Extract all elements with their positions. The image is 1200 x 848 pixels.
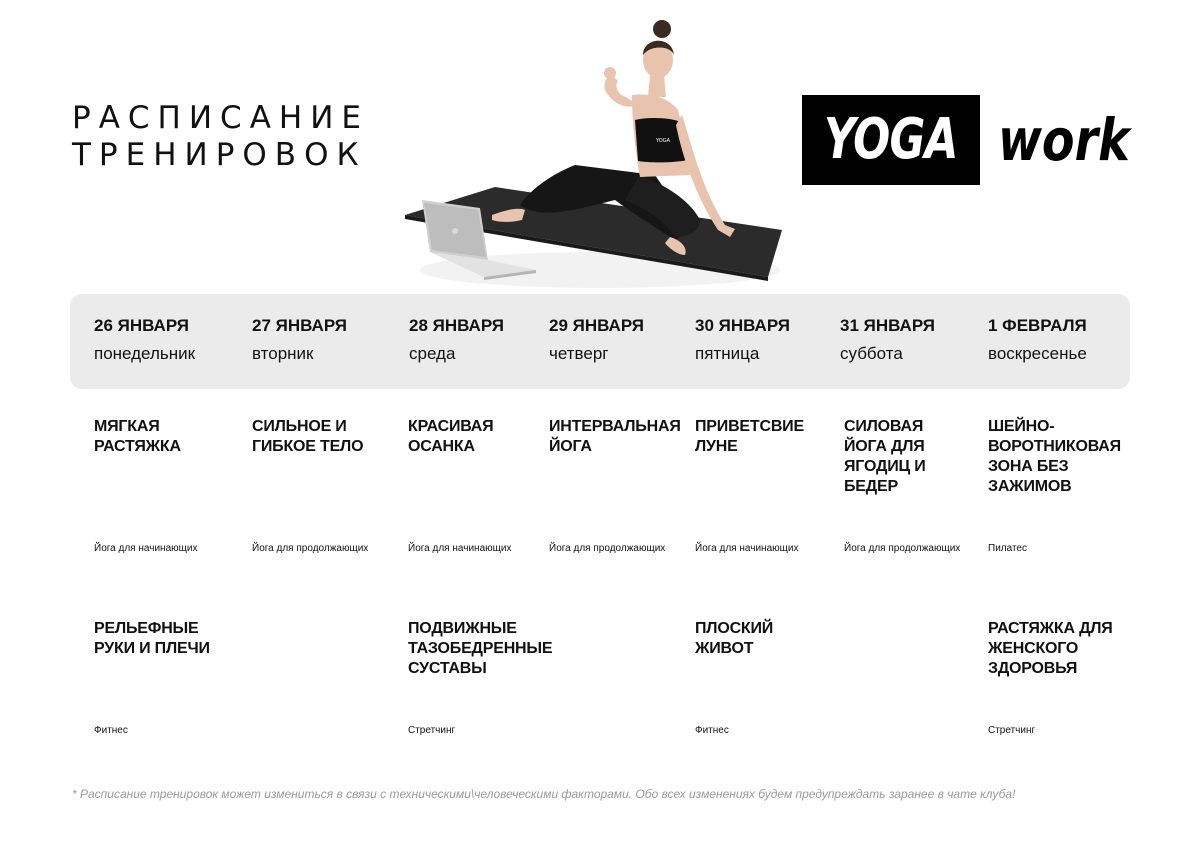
class-title: СИЛОВАЯ ЙОГА ДЛЯ ЯГОДИЦ И БЕДЕР — [844, 418, 926, 495]
class-type: Стретчинг — [988, 725, 1036, 736]
title-line-2: ТРЕНИРОВОК — [72, 137, 367, 173]
day-date: 1 ФЕВРАЛЯ — [988, 316, 1087, 335]
day-weekday: пятница — [695, 344, 760, 363]
day-header — [695, 316, 790, 364]
class-title: ШЕЙНО-ВОРОТНИКОВАЯ ЗОНА БЕЗ ЗАЖИМОВ — [988, 418, 1121, 495]
day-weekday: вторник — [252, 344, 314, 363]
day-date: 27 ЯНВАРЯ — [252, 316, 347, 335]
page-title — [72, 100, 369, 174]
class-type: Фитнес — [695, 725, 729, 736]
day-header — [94, 316, 195, 364]
class-type: Йога для продолжающих — [844, 543, 961, 554]
day-date: 31 ЯНВАРЯ — [840, 316, 935, 335]
day-weekday: понедельник — [94, 344, 196, 363]
day-date: 29 ЯНВАРЯ — [549, 316, 644, 335]
class-type: Йога для начинающих — [408, 543, 512, 554]
class-title: ИНТЕРВАЛЬНАЯ ЙОГА — [549, 418, 681, 455]
days-header-bar — [70, 294, 1130, 389]
schedule-footnote: * Расписание тренировок может измениться в связи с техническими\человеческими факторами. Обо всех изменениях будем предупреждать заранее в чате клуба! — [72, 787, 1016, 801]
class-type: Йога для начинающих — [695, 543, 799, 554]
yoga-woman-illustration — [400, 15, 790, 295]
class-title: ПОДВИЖНЫЕ ТАЗОБЕДРЕННЫЕ СУСТАВЫ — [408, 620, 553, 677]
class-type: Йога для начинающих — [94, 543, 198, 554]
class-type: Фитнес — [94, 725, 128, 736]
class-type: Пилатес — [988, 543, 1027, 554]
logo-word-text: work — [998, 106, 1130, 174]
day-weekday: четверг — [549, 344, 609, 363]
hero-top-print: YOGA — [655, 138, 671, 144]
day-date: 30 ЯНВАРЯ — [695, 316, 790, 335]
logo-box — [802, 95, 980, 185]
day-date: 28 ЯНВАРЯ — [409, 316, 504, 335]
day-header — [988, 316, 1087, 364]
class-title: КРАСИВАЯ ОСАНКА — [408, 418, 494, 455]
day-header — [409, 316, 504, 364]
class-type: Йога для продолжающих — [549, 543, 666, 554]
day-header — [840, 316, 935, 364]
class-title: РЕЛЬЕФНЫЕ РУКИ И ПЛЕЧИ — [94, 620, 210, 657]
day-weekday: суббота — [840, 344, 903, 363]
class-type: Стретчинг — [408, 725, 456, 736]
day-date: 26 ЯНВАРЯ — [94, 316, 189, 335]
title-line-1: РАСПИСАНИЕ — [72, 100, 369, 136]
class-title: ПРИВЕТСВИЕ ЛУНЕ — [695, 418, 804, 455]
class-type: Йога для продолжающих — [252, 543, 369, 554]
yoga-work-logo — [802, 95, 1142, 185]
day-weekday: воскресенье — [988, 344, 1087, 363]
day-header — [549, 316, 644, 364]
class-title: МЯГКАЯ РАСТЯЖКА — [94, 418, 181, 455]
logo-word — [998, 95, 1159, 185]
logo-box-text: YOGA — [824, 107, 958, 172]
class-title: РАСТЯЖКА ДЛЯ ЖЕНСКОГО ЗДОРОВЬЯ — [988, 620, 1113, 677]
class-title: СИЛЬНОЕ И ГИБКОЕ ТЕЛО — [252, 418, 364, 455]
day-header — [252, 316, 347, 364]
day-weekday: среда — [409, 344, 456, 363]
class-title: ПЛОСКИЙ ЖИВОТ — [695, 620, 774, 657]
